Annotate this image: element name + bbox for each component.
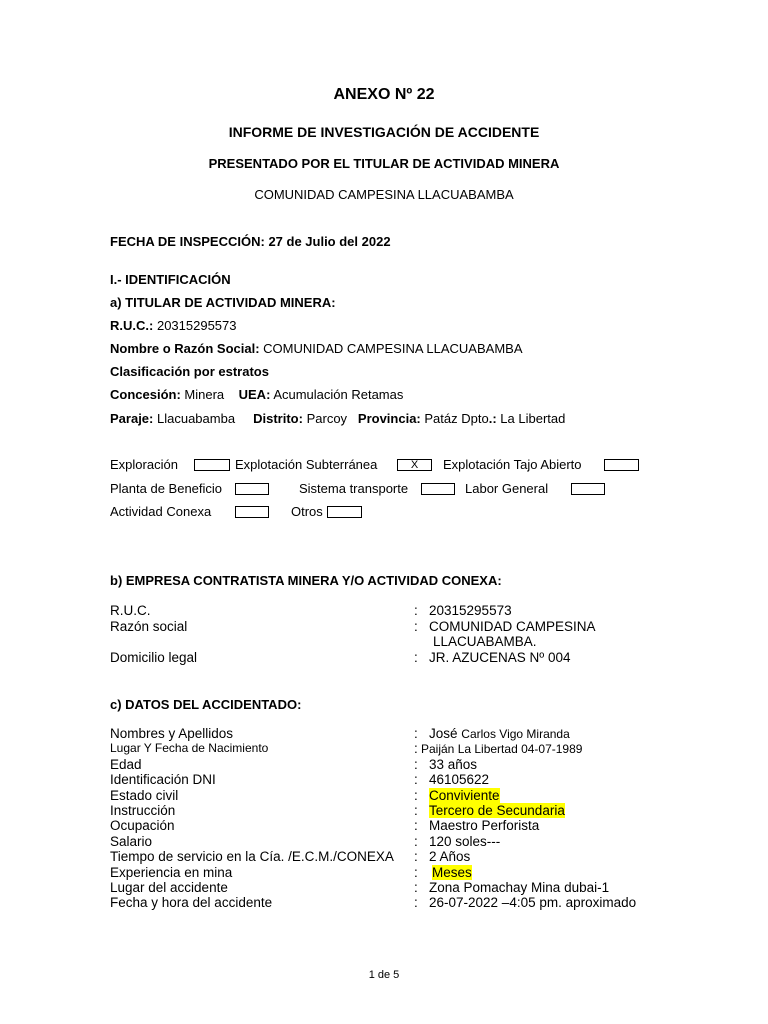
- titular-ruc: [110, 318, 237, 333]
- activity-conexa-label: Actividad Conexa: [110, 504, 212, 519]
- inspection-date: [110, 234, 391, 249]
- distrito-label: Distrito:: [253, 411, 303, 426]
- titular-name: [110, 341, 523, 356]
- contractor-ruc-value-text: 20315295573: [429, 603, 512, 618]
- contractor-address-label: Domicilio legal: [110, 650, 198, 665]
- victim-age-value-text: 33 años: [429, 757, 478, 772]
- titular-ruc-value: 20315295573: [156, 318, 237, 333]
- contractor-address-value: [429, 650, 570, 665]
- titular-ruc-label: R.U.C.:: [110, 318, 154, 333]
- victim-dni-value: [429, 772, 489, 787]
- victim-education-value: [429, 803, 565, 818]
- provincia-label: Provincia:: [357, 411, 421, 426]
- contractor-name-value-text: COMUNIDAD CAMPESINA: [429, 619, 596, 634]
- victim-education-label: Instrucción: [110, 803, 176, 818]
- victim-education-colon: :: [414, 803, 418, 818]
- accident-datetime-label: Fecha y hora del accidente: [110, 895, 273, 910]
- activity-explotacion-sub-label: Explotación Subterránea: [235, 457, 378, 472]
- victim-service-time-value: [429, 849, 470, 864]
- section1-sub-a: a) TITULAR DE ACTIVIDAD MINERA:: [110, 295, 336, 310]
- accident-datetime-value-text: 26-07-2022 –4:05 pm. aproximado: [429, 895, 637, 910]
- presented-by: PRESENTADO POR EL TITULAR DE ACTIVIDAD MINERA: [208, 156, 560, 171]
- victim-name-label: Nombres y Apellidos: [110, 726, 234, 741]
- activity-planta-label: Planta de Beneficio: [110, 481, 223, 496]
- paraje-row: [110, 411, 565, 426]
- accident-datetime-colon: :: [414, 895, 418, 910]
- victim-dni-colon: :: [414, 772, 418, 787]
- victim-education-value-text: Tercero de Secundaria: [429, 803, 565, 818]
- activity-sistema-label: Sistema transporte: [299, 481, 409, 496]
- contractor-name-value: [429, 619, 596, 634]
- victim-name-value-first: José: [429, 726, 462, 741]
- victim-birth-value: [421, 741, 582, 756]
- victim-occupation-colon: :: [414, 818, 418, 833]
- accident-place-colon: :: [414, 880, 418, 895]
- contractor-ruc-label: R.U.C.: [110, 603, 151, 618]
- victim-birth-label: Lugar Y Fecha de Nacimiento: [110, 741, 269, 755]
- paraje-value: Llacuabamba: [157, 411, 236, 426]
- victim-name-colon: :: [414, 726, 418, 741]
- victim-occupation-value: [429, 818, 539, 833]
- victim-occupation-value-text: Maestro Perforista: [429, 818, 540, 833]
- victim-civil-status-label: Estado civil: [110, 788, 179, 803]
- distrito-value: Parcoy: [306, 411, 348, 426]
- page-number: 1 de 5: [368, 969, 400, 981]
- victim-age-value: [429, 757, 477, 772]
- victim-name-value-rest: Carlos Vigo Miranda: [461, 727, 570, 741]
- accident-datetime-value: [429, 895, 636, 910]
- activity-explotacion-tajo-label: Explotación Tajo Abierto: [443, 457, 582, 472]
- titular-name-value: COMUNIDAD CAMPESINA LLACUABAMBA: [263, 341, 523, 356]
- victim-civil-status-value: [429, 788, 500, 803]
- victim-civil-status-colon: :: [414, 788, 418, 803]
- victim-birth-value-text: Paiján La Libertad 04-07-1989: [421, 742, 583, 756]
- victim-service-time-colon: :: [414, 849, 418, 864]
- section1-title: I.- IDENTIFICACIÓN: [110, 272, 231, 287]
- victim-salary-value: [429, 834, 500, 849]
- provincia-value: Patáz Dpto: [424, 411, 489, 426]
- activity-otros-label: Otros: [291, 504, 323, 519]
- contractor-ruc-value: [429, 603, 512, 618]
- victim-occupation-label: Ocupación: [110, 818, 175, 833]
- victim-salary-value-text: 120 soles---: [429, 834, 501, 849]
- victim-service-time-value-text: 2 Años: [429, 849, 471, 864]
- section-c-title: c) DATOS DEL ACCIDENTADO:: [110, 697, 302, 712]
- contractor-address-colon: :: [414, 650, 418, 665]
- dpto-value: La Libertad: [500, 411, 566, 426]
- victim-age-colon: :: [414, 757, 418, 772]
- contractor-name-colon: :: [414, 619, 418, 634]
- section-b-title: b) EMPRESA CONTRATISTA MINERA Y/O ACTIVIDAD CONEXA:: [110, 573, 502, 588]
- activity-otros-checkbox[interactable]: [327, 506, 362, 518]
- concesion-value: Minera: [184, 387, 225, 402]
- accident-place-value-text: Zona Pomachay Mina dubai-1: [429, 880, 610, 895]
- activity-sistema-checkbox[interactable]: [421, 483, 455, 495]
- victim-dni-label: Identificación DNI: [110, 772, 216, 787]
- titular-name-label: Nombre o Razón Social:: [110, 341, 260, 356]
- classification-label: Clasificación por estratos: [110, 364, 269, 379]
- victim-mine-experience-value: [432, 865, 472, 880]
- accident-place-value: [429, 880, 609, 895]
- activity-exploracion-label: Exploración: [110, 457, 178, 472]
- contractor-name-cont-value: [433, 634, 537, 649]
- contractor-ruc-colon: :: [414, 603, 418, 618]
- paraje-label: Paraje:: [110, 411, 154, 426]
- activity-conexa-checkbox[interactable]: [235, 506, 269, 518]
- victim-mine-experience-value-text: Meses: [432, 865, 472, 880]
- uea-value: Acumulación Retamas: [273, 387, 404, 402]
- activity-labor-checkbox[interactable]: [571, 483, 605, 495]
- victim-mine-experience-label: Experiencia en mina: [110, 865, 233, 880]
- inspection-label: FECHA DE INSPECCIÓN:: [110, 234, 265, 249]
- concesion-label: Concesión:: [110, 387, 181, 402]
- victim-age-label: Edad: [110, 757, 142, 772]
- activity-exploracion-checkbox[interactable]: [194, 459, 230, 471]
- uea-label: UEA:: [238, 387, 271, 402]
- concesion-row: [110, 387, 403, 402]
- accident-place-label: Lugar del accidente: [110, 880, 228, 895]
- community-name: COMUNIDAD CAMPESINA LLACUABAMBA: [254, 187, 514, 202]
- activity-explotacion-tajo-checkbox[interactable]: [604, 459, 639, 471]
- victim-salary-label: Salario: [110, 834, 153, 849]
- contractor-address-value-text: JR. AZUCENAS Nº 004: [429, 650, 571, 665]
- victim-service-time-label: Tiempo de servicio en la Cía. /E.C.M./CONEXA: [110, 849, 394, 864]
- dpto-label: .:: [488, 411, 497, 426]
- victim-civil-status-value-text: Conviviente: [429, 788, 500, 803]
- contractor-name-label: Razón social: [110, 619, 188, 634]
- victim-salary-colon: :: [414, 834, 418, 849]
- victim-name-value: [429, 726, 570, 741]
- victim-mine-experience-colon: :: [414, 865, 418, 880]
- victim-birth-colon: :: [414, 741, 418, 756]
- annex-title: ANEXO Nº 22: [333, 86, 435, 103]
- victim-dni-value-text: 46105622: [429, 772, 490, 787]
- activity-labor-label: Labor General: [465, 481, 549, 496]
- activity-explotacion-sub-checkbox[interactable]: X: [397, 459, 432, 471]
- contractor-name-cont-value-text: LLACUABAMBA.: [433, 634, 537, 649]
- report-title: INFORME DE INVESTIGACIÓN DE ACCIDENTE: [228, 124, 540, 140]
- activity-planta-checkbox[interactable]: [235, 483, 269, 495]
- inspection-value: 27 de Julio del 2022: [268, 234, 391, 249]
